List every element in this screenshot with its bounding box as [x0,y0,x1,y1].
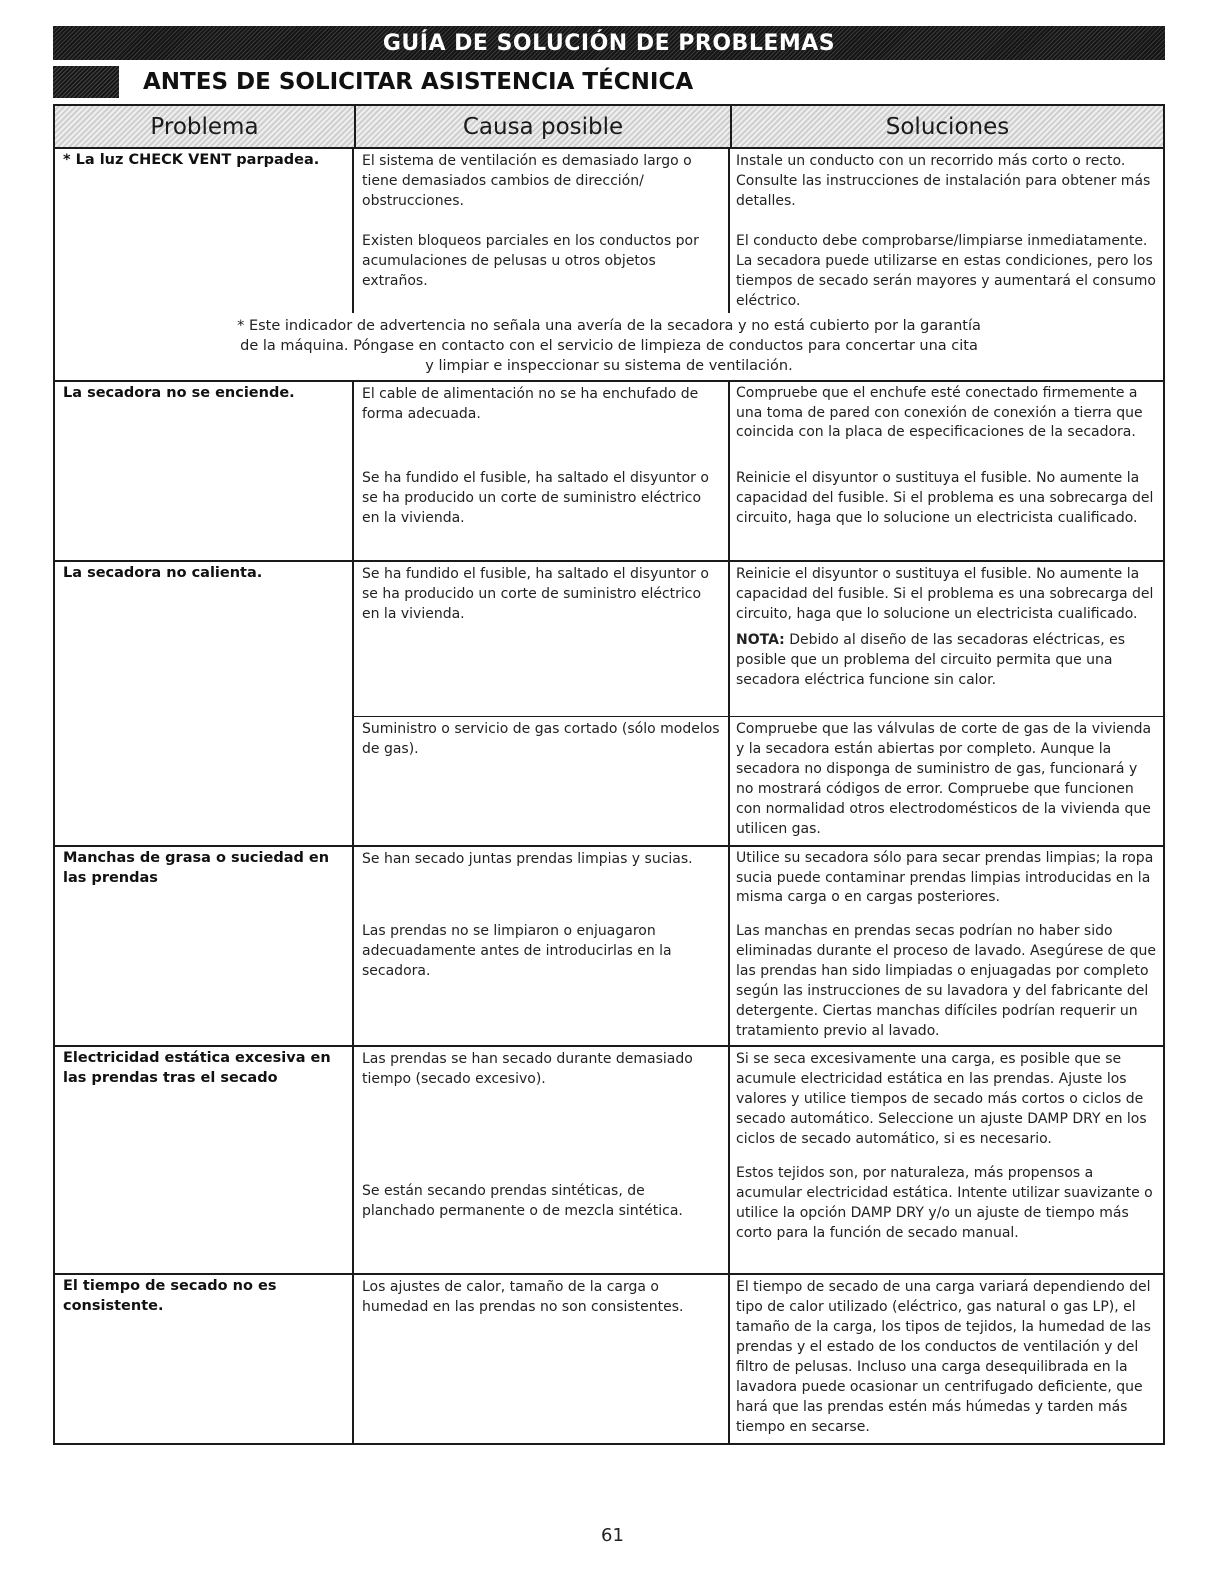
cause-text: Las prendas se han secado durante demasiado tiempo (secado excesivo). [354,1047,730,1161]
solution-text: Si se seca excesivamente una carga, es posible que se acumule electricidad estática en las prendas. Ajuste los valores y utilice tiempos de secado más cortos o ciclos de secado automático. Seleccione un ajuste DAMP DRY en los ciclos de secado automático, si es necesario. [736,1051,1147,1147]
solution-text: El conducto debe comprobarse/limpiarse inmediatamente. La secadora puede utilizarse en estas condiciones, pero los tiempos de secado serán mayores y aumentará el consumo eléctrico. [736,233,1156,309]
table-header [55,106,1163,149]
problem-group [55,847,1163,1047]
table-row [354,466,1163,560]
solution-text: Las manchas en prendas secas podrían no haber sido eliminadas durante el proceso de lavado. Asegúrese de que las prendas han sido limpiadas o enjuagadas por completo según las instrucciones de su lavadora y del fabricante del detergente. Ciertas manchas difíciles podrían requerir un tratamiento previo al lavado. [736,923,1156,1039]
section-marker-block [53,66,119,98]
troubleshooting-table [53,104,1165,1445]
header-solution: Soluciones [730,106,1163,147]
cause-solution-list [354,562,1163,845]
problem-group [55,1275,1163,1443]
problem-group [55,149,1163,313]
table-row [354,1275,1163,1443]
problem-label: La secadora no se enciende. [55,382,354,560]
cause-text: Los ajustes de calor, tamaño de la carga o humedad en las prendas no son consistentes. [354,1275,730,1443]
solution-text: Compruebe que las válvulas de corte de gas de la vivienda y la secadora están abiertas por completo. Aunque la secadora no disponga de suministro de gas, funcionará y no mostrará códigos de error. Compruebe que funcionen con normalidad otros electrodomésticos de la vivienda que utilicen gas. [736,721,1152,837]
table-row [354,1047,1163,1161]
warning-line: y limpiar e inspeccionar su sistema de ventilación. [425,358,793,374]
table-row [354,847,1163,919]
solution-text: Estos tejidos son, por naturaleza, más propensos a acumular electricidad estática. Intente utilizar suavizante o utilice la opción DAMP DRY y/o un ajuste de tiempo más corto para la función de secado manual. [736,1165,1153,1241]
table-row [354,382,1163,466]
solution-cell [730,562,1163,716]
solution-text: El tiempo de secado de una carga variará dependiendo del tipo de calor utilizado (eléctrico, gas natural o gas LP), el tamaño de la carga, los tipos de tejidos, la humedad de las prendas y el estado de los conductos de ventilación y del filtro de pelusas. Incluso una carga desequilibrada en la lavadora puede ocasionar un centrifugado deficiente, que hará que las prendas estén más húmedas y tarden más tiempo en secarse. [736,1279,1151,1435]
problem-group [55,382,1163,562]
cause-solution-list [354,382,1163,560]
cause-text: Se han secado juntas prendas limpias y sucias. [354,847,730,919]
table-row [354,716,1163,845]
problem-group [55,1047,1163,1275]
header-cause: Causa posible [354,106,730,147]
problem-label: Electricidad estática excesiva en las prendas tras el secado [55,1047,354,1273]
problem-label: El tiempo de secado no es consistente. [55,1275,354,1443]
cause-solution-list [354,847,1163,1045]
solution-text: Reinicie el disyuntor o sustituya el fusible. No aumente la capacidad del fusible. Si el problema es una sobrecarga del circuito, haga que lo solucione un electricista cualificado. [736,566,1154,622]
table-row [354,1161,1163,1273]
problem-label: La secadora no calienta. [55,562,354,845]
cause-text: Las prendas no se limpiaron o enjuagaron adecuadamente antes de introducirlas en la secadora. [354,919,730,1045]
cause-solution-list [354,149,1163,313]
solution-text: Utilice su secadora sólo para secar prendas limpias; la ropa sucia puede contaminar prendas limpias introducidas en la misma carga o en cargas posteriores. [736,850,1154,906]
cause-text: El sistema de ventilación es demasiado largo o tiene demasiados cambios de dirección/ obstrucciones. [354,149,730,229]
problem-group [55,562,1163,847]
warning-line: de la máquina. Póngase en contacto con el servicio de limpieza de conductos para concertar una cita [240,338,978,354]
table-row [354,919,1163,1045]
section-title: ANTES DE SOLICITAR ASISTENCIA TÉCNICA [143,69,694,95]
problem-label: * La luz CHECK VENT parpadea. [55,149,354,313]
solution-text: Reinicie el disyuntor o sustituya el fusible. No aumente la capacidad del fusible. Si el problema es una sobrecarga del circuito, haga que lo solucione un electricista cualificado. [736,470,1154,526]
solution-text: Compruebe que el enchufe esté conectado firmemente a una toma de pared con conexión de conexión a tierra que coincida con la placa de especificaciones de la secadora. [736,385,1143,441]
table-row [354,149,1163,229]
cause-text: El cable de alimentación no se ha enchufado de forma adecuada. [354,382,730,466]
cause-solution-list [354,1047,1163,1273]
table-row [354,562,1163,716]
warning-note [55,313,1163,382]
cause-text: Se ha fundido el fusible, ha saltado el disyuntor o se ha producido un corte de suministro eléctrico en la vivienda. [354,562,730,716]
cause-solution-list [354,1275,1163,1443]
cause-text: Se ha fundido el fusible, ha saltado el disyuntor o se ha producido un corte de suministro eléctrico en la vivienda. [354,466,730,560]
banner-title: GUÍA DE SOLUCIÓN DE PROBLEMAS [53,26,1165,60]
header-problem: Problema [55,106,354,147]
problem-label: Manchas de grasa o suciedad en las prendas [55,847,354,1045]
note-text: Debido al diseño de las secadoras eléctricas, es posible que un problema del circuito permita que una secadora eléctrica funcione sin calor. [736,632,1125,688]
table-row [354,229,1163,313]
section-heading [53,64,693,100]
cause-text: Se están secando prendas sintéticas, de planchado permanente o de mezcla sintética. [354,1161,730,1273]
cause-text: Suministro o servicio de gas cortado (sólo modelos de gas). [354,717,730,845]
warning-line: * Este indicador de advertencia no señala una avería de la secadora y no está cubierto por la garantía [237,318,981,334]
cause-text: Existen bloqueos parciales en los conductos por acumulaciones de pelusas u otros objetos extraños. [354,229,730,313]
note-label: NOTA: [736,632,785,648]
note [736,630,1157,690]
page-number: 61 [601,1525,624,1546]
solution-text: Instale un conducto con un recorrido más corto o recto. Consulte las instrucciones de instalación para obtener más detalles. [736,153,1151,209]
